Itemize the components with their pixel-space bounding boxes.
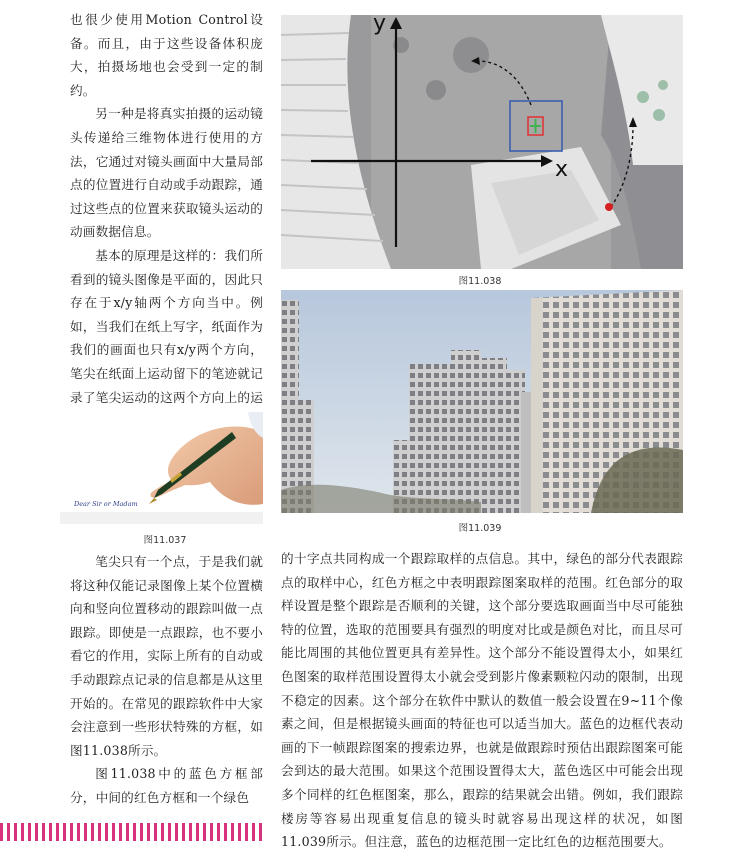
- x-axis-label: x: [555, 157, 569, 182]
- y-axis-label: y: [373, 15, 387, 36]
- decorative-stripe: [0, 823, 263, 841]
- figure-caption: 图11.037: [143, 535, 187, 546]
- figure-caption: 图11.039: [458, 523, 502, 534]
- left-text-column: [70, 8, 263, 433]
- paragraph: 的十字点共同构成一个跟踪取样的点信息。其中，绿色的部分代表跟踪点的取样中心，红色方框之中表明跟踪图案取样的范围。红色部分的取样设置是整个跟踪是否顺利的关键，这个部分要选取画面当中尽可能独特的位置，选取的范围要具有强烈的明度对比或是颜色对比，而且尽可能比周围的其他位置更具有差异性。这个部分不能设置得太小，如果红色图案的取样范围设置得太小就会受到影片像素颗粒闪动的限制，出现不稳定的因素。这个部分在软件中默认的数值一般会设置在9~11个像素之间，但是根据镜头画面的特征也可以适当加大。蓝色的边框代表动画的下一帧跟踪图案的搜索边界，也就是做跟踪时预估出跟踪图案可能会到达的最大范围。如果这个范围设置得太大，蓝色选区中可能会出现多个同样的红色框图案，那么，跟踪的结果就会出错。例如，我们跟踪楼房等容易出现重复信息的镜头时就容易出现这样的状况，如图11.039所示。但注意，蓝色的边框范围一定比红色的边框范围要大。: [281, 551, 683, 850]
- paragraph: 另一种是将真实拍摄的运动镜头传递给三维物体进行使用的方法，它通过对镜头画面中大量局部点的位置进行自动或手动跟踪，通过这些点的位置来获取镜头运动的动画数据信息。: [70, 106, 263, 240]
- figure-11-038-tracking-aerial: [281, 15, 683, 269]
- figure-11-037-hand-writing: [60, 412, 263, 524]
- right-text-column: [281, 547, 683, 854]
- paragraph: 也很少使用Motion Control设备。而且，由于这些设备体积庞大，拍摄场地也会受到一定的制约。: [70, 12, 263, 98]
- left-text-column-continued: [70, 550, 263, 810]
- figure-11-039-buildings: [281, 290, 683, 513]
- paragraph: 笔尖只有一个点，于是我们就将这种仅能记录图像上某个位置横向和竖向位置移动的跟踪叫做一点跟踪。即使是一点跟踪，也不要小看它的作用，实际上所有的自动或手动跟踪点记录的信息都是从这里开始的。在常见的跟踪软件中大家会注意到一些形状特殊的方框，如图11.038所示。: [70, 554, 263, 758]
- paragraph: 图11.038中的蓝色方框部分，中间的红色方框和一个绿色: [70, 766, 263, 805]
- paragraph: 基本的原理是这样的：我们所看到的镜头图像是平面的，因此只存在于x/y轴两个方向当中。例如，当我们在纸上写字，纸面作为我们的画面也只有x/y两个方向，笔尖在纸面上运动留下的笔迹就记录了笔尖运动的这两个方向上的运: [70, 247, 263, 405]
- figure-caption: 图11.038: [458, 276, 502, 287]
- handwritten-signature: Dear Sir or Madam: [74, 500, 138, 508]
